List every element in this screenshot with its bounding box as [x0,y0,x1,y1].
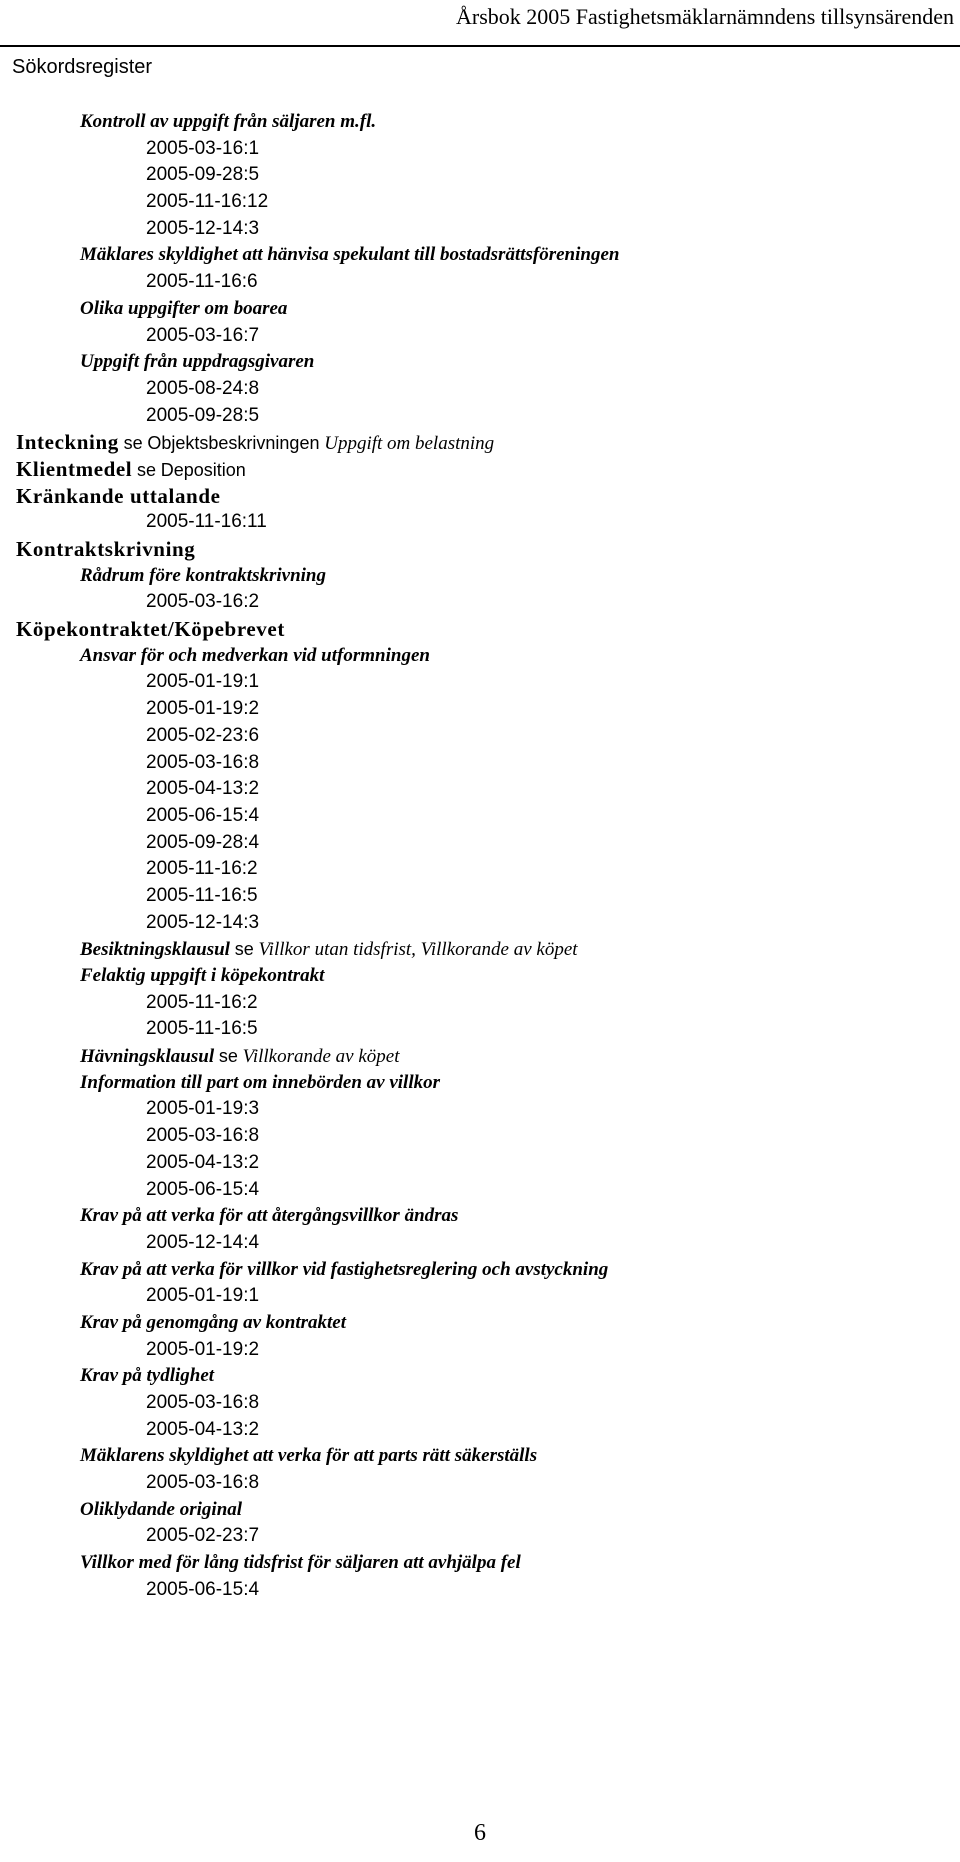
case-reference: 2005-12-14:3 [146,911,260,933]
index-reference [0,376,960,403]
index-reference [0,189,960,216]
index-main-entry [0,456,960,483]
index-reference [0,1417,960,1444]
case-reference: 2005-03-16:1 [146,137,260,159]
index-sub-entry [0,643,960,670]
case-reference: 2005-04-13:2 [146,1151,260,1173]
case-reference: 2005-02-23:6 [146,724,260,746]
sub-term: Mäklares skyldighet att hänvisa spekulant till bostadsrättsföreningen [80,244,620,266]
index-reference [0,883,960,910]
page-header-title: Årsbok 2005 Fastighetsmäklarnämndens tillsynsärenden [456,4,954,29]
index-reference [0,1283,960,1310]
index-sub-entry [0,936,960,963]
index-reference [0,509,960,536]
case-reference: 2005-11-16:11 [146,511,267,533]
case-reference: 2005-01-19:3 [146,1098,260,1120]
sub-term: Hävningsklausul [80,1046,215,1068]
sub-term: Felaktig uppgift i köpekontrakt [80,965,325,986]
case-reference: 2005-11-16:6 [146,271,258,293]
see-label: se [123,433,143,454]
case-reference: 2005-11-16:2 [146,858,258,880]
index-reference [0,830,960,857]
index-main-entry [0,536,960,563]
index-reference [0,696,960,723]
index-reference [0,723,960,750]
index-reference [0,162,960,189]
see-label: se [218,1046,238,1067]
index-sub-entry [0,242,960,269]
index-sub-entry [0,1203,960,1230]
index-main-entry [0,616,960,643]
index-sub-entry [0,1043,960,1070]
case-reference: 2005-01-19:1 [146,1285,260,1307]
see-target: Deposition [160,459,246,480]
sub-term: Krav på att verka för villkor vid fastighetsreglering och avstyckning [80,1258,609,1280]
see-label: se [234,939,254,960]
index-reference [0,1096,960,1123]
case-reference: 2005-01-19:2 [146,698,260,720]
index-reference [0,216,960,243]
main-term: Kränkande uttalande [16,483,221,508]
cross-reference: Villkor utan tidsfrist, Villkorande av köpet [258,939,578,961]
index-sub-entry [0,1497,960,1524]
case-reference: 2005-04-13:2 [146,778,260,800]
cross-reference: Villkorande av köpet [242,1046,400,1068]
index-sub-entry [0,1550,960,1577]
index-reference [0,803,960,830]
case-reference: 2005-01-19:2 [146,1338,260,1360]
case-reference: 2005-09-28:5 [146,404,260,426]
sub-term: Uppgift från uppdragsgivaren [80,351,315,373]
case-reference: 2005-04-13:2 [146,1418,260,1440]
index-reference [0,910,960,937]
case-reference: 2005-06-15:4 [146,1578,260,1600]
case-reference: 2005-03-16:8 [146,1392,260,1413]
sub-term: Olika uppgifter om boarea [80,297,288,319]
index-reference [0,990,960,1017]
index-reference [0,403,960,430]
case-reference: 2005-03-16:2 [146,591,260,613]
main-term: Inteckning [16,430,119,455]
case-reference: 2005-01-19:1 [146,671,260,693]
index-reference [0,1470,960,1497]
case-reference: 2005-11-16:2 [146,991,258,1013]
main-term: Klientmedel [16,456,133,481]
index-reference [0,1230,960,1257]
sub-term: Ansvar för och medverkan vid utformningen [80,644,430,666]
section-title: Sökordsregister [12,56,153,78]
case-reference: 2005-11-16:12 [146,191,269,213]
sub-term: Krav på tydlighet [80,1365,215,1387]
index-sub-entry [0,349,960,376]
index-sub-entry [0,963,960,990]
index-reference [0,1337,960,1364]
index-sub-entry [0,296,960,323]
index-reference [0,323,960,350]
case-reference: 2005-09-28:4 [146,831,260,853]
index-reference [0,1123,960,1150]
sub-term: Villkor med för lång tidsfrist för säljaren att avhjälpa fel [80,1552,521,1574]
index-sub-entry [0,109,960,136]
index-reference [0,1016,960,1043]
case-reference: 2005-11-16:5 [146,884,258,906]
header-rule [0,45,960,47]
index-reference [0,1577,960,1604]
page-number: 6 [474,1820,486,1846]
sub-term: Besiktningsklausul [80,939,230,961]
index-reference [0,1390,960,1417]
index-reference [0,1150,960,1177]
case-reference: 2005-03-16:8 [146,1125,260,1147]
case-reference: 2005-11-16:5 [146,1018,258,1040]
see-target: Objektsbeskrivningen [147,433,320,454]
sub-term: Oliklydande original [80,1498,243,1520]
case-reference: 2005-09-28:5 [146,164,260,186]
case-reference: 2005-12-14:3 [146,217,260,239]
index-reference [0,269,960,296]
sub-term: Rådrum före kontraktskrivning [80,564,326,586]
case-reference: 2005-06-15:4 [146,1178,260,1200]
index-reference [0,1177,960,1204]
sub-term: Kontroll av uppgift från säljaren m.fl. [80,111,377,132]
case-reference: 2005-06-15:4 [146,804,260,826]
index-sub-entry [0,1070,960,1097]
sub-term: Krav på genomgång av kontraktet [80,1311,347,1333]
sub-term: Information till part om innebörden av villkor [80,1071,440,1093]
index-sub-entry [0,1257,960,1284]
index-main-entry [0,429,960,456]
index-reference [0,136,960,163]
main-term: Kontraktskrivning [16,537,196,561]
case-reference: 2005-02-23:7 [146,1525,260,1547]
case-reference: 2005-08-24:8 [146,377,260,399]
index-reference [0,589,960,616]
index-reference [0,1523,960,1550]
case-reference: 2005-03-16:7 [146,324,260,346]
sub-term: Mäklarens skyldighet att verka för att parts rätt säkerställs [80,1445,538,1467]
index-main-entry [0,483,960,510]
cross-reference: Uppgift om belastning [324,433,495,455]
index-sub-entry [0,1310,960,1337]
see-label: se [137,459,157,480]
index-reference [0,776,960,803]
sub-term: Krav på att verka för att återgångsvillkor ändras [80,1205,459,1227]
main-term: Köpekontraktet/Köpebrevet [16,617,285,642]
index-sub-entry [0,1363,960,1390]
case-reference: 2005-12-14:4 [146,1231,260,1253]
index-list [0,109,960,1604]
index-reference [0,856,960,883]
case-reference: 2005-03-16:8 [146,1472,260,1494]
index-sub-entry [0,1443,960,1470]
case-reference: 2005-03-16:8 [146,751,260,773]
index-reference [0,669,960,696]
index-sub-entry [0,563,960,590]
index-reference [0,750,960,777]
